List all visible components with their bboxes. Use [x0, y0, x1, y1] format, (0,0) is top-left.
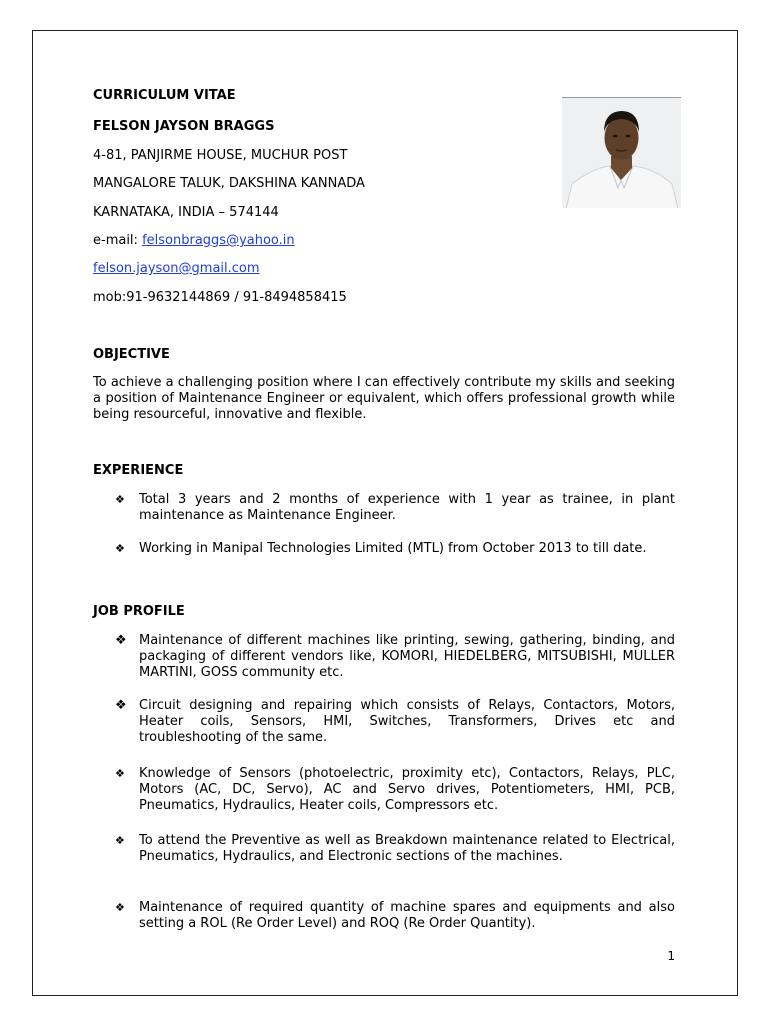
cv-title: CURRICULUM VITAE: [93, 88, 236, 103]
address-line-2: MANGALORE TALUK, DAKSHINA KANNADA: [93, 176, 365, 191]
resume-page: [32, 30, 738, 996]
experience-item-text: Total 3 years and 2 months of experience with 1 year as trainee, in plant maintenance as Maintenance Engineer.: [139, 492, 675, 523]
job-profile-item-text: Circuit designing and repairing which consists of Relays, Contactors, Motors, Heater coils, Sensors, HMI, Switches, Transformers, Drives etc and troubleshooting of the same.: [139, 698, 675, 745]
candidate-name: FELSON JAYSON BRAGGS: [93, 119, 275, 134]
diamond-bullet-icon: ❖: [115, 698, 127, 713]
job-profile-item-text: To attend the Preventive as well as Breakdown maintenance related to Electrical, Pneumatics, Hydraulics, and Electronic sections of the machines.: [139, 833, 675, 864]
job-profile-heading: JOB PROFILE: [93, 604, 185, 619]
diamond-bullet-icon: ❖: [115, 633, 127, 648]
email-label: e-mail:: [93, 233, 138, 248]
profile-photo: [562, 97, 681, 208]
diamond-bullet-icon: ❖: [115, 542, 125, 555]
job-profile-item-text: Knowledge of Sensors (photoelectric, proximity etc), Contactors, Relays, PLC, Motors (AC, DC, Servo), AC and Servo drives, Potentiometers, HMI, PCB, Pneumatics, Hydraulics, Heater coils, Compressors etc.: [139, 766, 675, 813]
email-row-2: [93, 261, 260, 277]
diamond-bullet-icon: ❖: [115, 767, 125, 780]
mobile-numbers: mob:91-9632144869 / 91-8494858415: [93, 290, 347, 305]
profile-photo-illustration: [562, 98, 681, 208]
diamond-bullet-icon: ❖: [115, 901, 125, 914]
experience-item-text: Working in Manipal Technologies Limited (MTL) from October 2013 to till date.: [139, 541, 647, 556]
address-line-3: KARNATAKA, INDIA – 574144: [93, 205, 279, 220]
email-link-yahoo[interactable]: felsonbraggs@yahoo.in: [142, 233, 295, 248]
address-line-1: 4-81, PANJIRME HOUSE, MUCHUR POST: [93, 148, 348, 163]
objective-text: To achieve a challenging position where I can effectively contribute my skills and seeking a position of Maintenance Engineer or equivalent, which offers professional growth while being resourceful, innovative and flexible.: [93, 375, 675, 422]
diamond-bullet-icon: ❖: [115, 493, 125, 506]
job-profile-item-text: Maintenance of different machines like printing, sewing, gathering, binding, and packaging of different vendors like, KOMORI, HIEDELBERG, MITSUBISHI, MULLER MARTINI, GOSS community etc.: [139, 633, 675, 680]
email-link-gmail[interactable]: felson.jayson@gmail.com: [93, 261, 260, 276]
experience-heading: EXPERIENCE: [93, 463, 184, 478]
objective-heading: OBJECTIVE: [93, 347, 170, 362]
diamond-bullet-icon: ❖: [115, 834, 125, 847]
job-profile-item-text: Maintenance of required quantity of machine spares and equipments and also setting a ROL (Re Order Level) and ROQ (Re Order Quantity).: [139, 900, 675, 931]
email-row: [93, 233, 295, 249]
page-number: 1: [667, 949, 675, 963]
